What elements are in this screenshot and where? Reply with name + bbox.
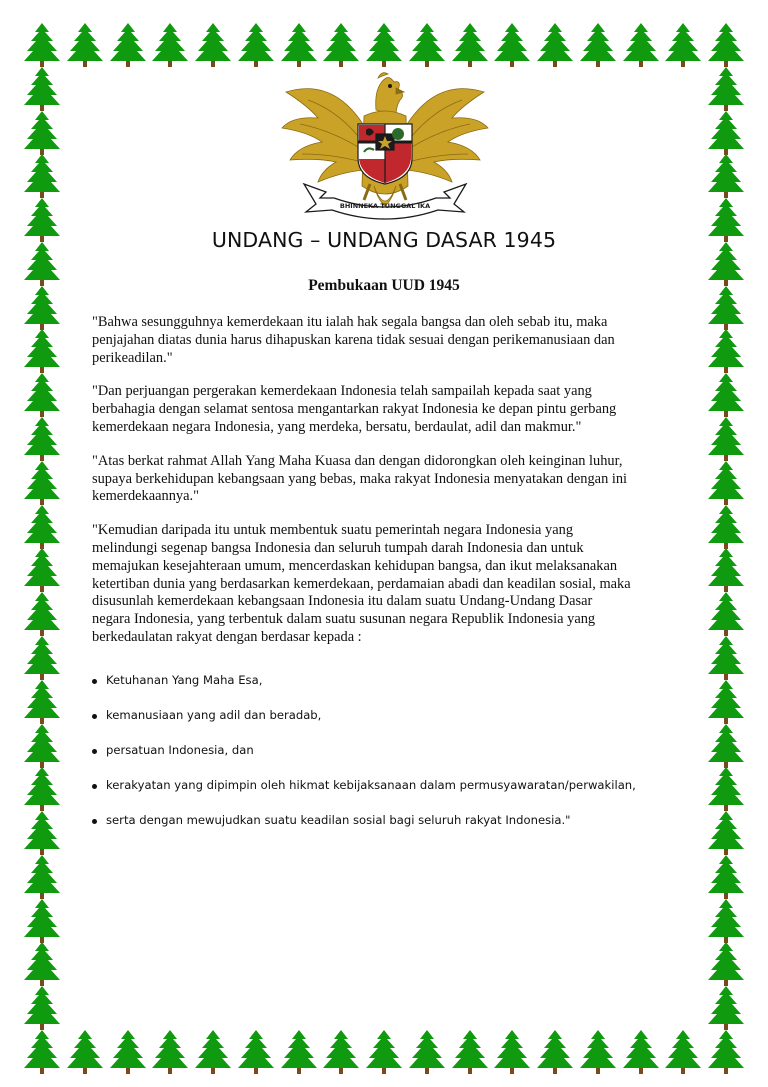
pine-tree-icon: [22, 810, 62, 856]
pine-tree-icon: [22, 679, 62, 725]
text-line: kemerdekaannya.": [92, 488, 199, 505]
pine-tree-icon: [621, 22, 661, 68]
pine-tree-icon: [492, 1029, 532, 1075]
text-line: berkedaulatan rakyat dengan berdasar kepada :: [92, 628, 362, 645]
shield: [358, 124, 412, 184]
garuda-pancasila-emblem: [278, 66, 492, 224]
text-line: penjajahan diatas dunia harus dihapuskan karena tidak sesuai dengan perikemanusiaan dan: [92, 331, 615, 348]
pine-tree-icon: [22, 985, 62, 1031]
pine-tree-icon: [22, 635, 62, 681]
pine-tree-icon: [22, 591, 62, 637]
pine-tree-icon: [22, 766, 62, 812]
pine-tree-icon: [706, 723, 746, 769]
pine-tree-icon: [22, 941, 62, 987]
text-line: disusunlah kemerdekaan kebangsaan Indonesia itu dalam suatu Undang-Undang Dasar: [92, 593, 593, 610]
pine-tree-icon: [22, 460, 62, 506]
pine-tree-icon: [22, 372, 62, 418]
pine-tree-icon: [279, 1029, 319, 1075]
text-line: "Atas berkat rahmat Allah Yang Maha Kuasa dan dengan didorongkan oleh keinginan luhur,: [92, 452, 623, 469]
pancasila-list: [92, 672, 692, 847]
pine-tree-icon: [706, 328, 746, 374]
pine-tree-icon: [706, 110, 746, 156]
preamble-paragraph-2: [92, 383, 682, 436]
pine-tree-icon: [706, 22, 746, 68]
pine-tree-icon: [22, 854, 62, 900]
pine-tree-icon: [22, 22, 62, 68]
list-item: [92, 672, 692, 689]
pine-tree-icon: [578, 1029, 618, 1075]
list-item: [92, 742, 692, 759]
pine-tree-icon: [193, 1029, 233, 1075]
pine-tree-icon: [706, 1029, 746, 1075]
text-line: supaya berkehidupan kebangsaan yang bebas, maka rakyat Indonesia menyatakan dengan ini: [92, 470, 628, 487]
pine-tree-icon: [321, 1029, 361, 1075]
bullet-icon: [92, 819, 97, 824]
pine-tree-icon: [22, 504, 62, 550]
pine-tree-icon: [706, 504, 746, 550]
bullet-icon: [92, 679, 97, 684]
text-line: ketertiban dunia yang berdasarkan kemerdekaan, perdamaian abadi dan keadilan sosial, maka: [92, 575, 631, 592]
pine-tree-icon: [706, 679, 746, 725]
pine-tree-icon: [22, 416, 62, 462]
list-item-text: persatuan Indonesia, dan: [106, 743, 254, 757]
pine-tree-icon: [236, 1029, 276, 1075]
pine-tree-icon: [22, 66, 62, 112]
pine-tree-icon: [150, 1029, 190, 1075]
text-line: melindungi segenap bangsa Indonesia dan seluruh tumpah darah Indonesia dan untuk: [92, 539, 584, 556]
list-item: [92, 812, 692, 829]
text-line: perikeadilan.": [92, 349, 173, 366]
text-line: "Dan perjuangan pergerakan kemerdekaan Indonesia telah sampailah kepada saat yang: [92, 383, 592, 400]
motto-text: BHINNEKA TUNGGAL IKA: [339, 202, 431, 210]
pine-tree-icon: [108, 1029, 148, 1075]
list-item: [92, 777, 692, 794]
pine-tree-icon: [22, 723, 62, 769]
left-wing: [282, 89, 370, 182]
list-item-text: kemanusiaan yang adil dan beradab,: [106, 708, 322, 722]
pine-tree-icon: [22, 547, 62, 593]
pine-tree-icon: [706, 66, 746, 112]
document-title: UNDANG – UNDANG DASAR 1945: [211, 228, 557, 252]
right-wing: [400, 89, 488, 182]
pine-tree-icon: [706, 854, 746, 900]
pine-tree-icon: [22, 898, 62, 944]
pine-tree-icon: [578, 22, 618, 68]
pine-tree-icon: [236, 22, 276, 68]
pine-tree-icon: [22, 328, 62, 374]
list-item: [92, 707, 692, 724]
text-line: "Bahwa sesungguhnya kemerdekaan itu ialah hak segala bangsa dan oleh sebab itu, maka: [92, 314, 608, 330]
pine-tree-icon: [535, 22, 575, 68]
preamble-paragraph-3: [92, 453, 682, 506]
pine-tree-icon: [706, 985, 746, 1031]
preamble-paragraph-1: [92, 314, 682, 367]
bullet-icon: [92, 784, 97, 789]
pine-tree-icon: [663, 1029, 703, 1075]
text-line: kemerdekaan negara Indonesia, yang merdeka, bersatu, berdaulat, adil dan makmur.": [92, 418, 582, 435]
pine-tree-icon: [706, 460, 746, 506]
list-item-text: serta dengan mewujudkan suatu keadilan sosial bagi seluruh rakyat Indonesia.": [106, 813, 571, 827]
pine-tree-icon: [321, 22, 361, 68]
pine-tree-icon: [535, 1029, 575, 1075]
document-subtitle: Pembukaan UUD 1945: [308, 277, 460, 294]
text-line: memajukan kesejahteraan umum, mencerdaskan kehidupan bangsa, dan ikut melaksanakan: [92, 557, 618, 574]
pine-tree-icon: [22, 1029, 62, 1075]
pine-tree-icon: [22, 110, 62, 156]
pine-tree-icon: [193, 22, 233, 68]
pine-tree-icon: [706, 547, 746, 593]
bullet-icon: [92, 714, 97, 719]
list-item-text: Ketuhanan Yang Maha Esa,: [106, 673, 263, 687]
garuda-head: [376, 73, 404, 116]
pine-tree-icon: [407, 22, 447, 68]
pine-tree-icon: [450, 1029, 490, 1075]
pine-tree-icon: [108, 22, 148, 68]
pine-tree-icon: [706, 941, 746, 987]
pine-tree-icon: [706, 766, 746, 812]
text-line: negara Indonesia, yang terbentuk dalam suatu susunan negara Republik Indonesia yang: [92, 611, 596, 628]
bullet-icon: [92, 749, 97, 754]
pine-tree-icon: [364, 1029, 404, 1075]
pine-tree-icon: [706, 416, 746, 462]
pine-tree-icon: [706, 810, 746, 856]
pine-tree-icon: [706, 372, 746, 418]
pine-tree-icon: [279, 22, 319, 68]
text-line: berbahagia dengan selamat sentosa mengantarkan rakyat Indonesia ke depan pintu gerbang: [92, 401, 617, 418]
pine-tree-icon: [706, 898, 746, 944]
pine-tree-icon: [407, 1029, 447, 1075]
pine-tree-icon: [364, 22, 404, 68]
pine-tree-icon: [706, 153, 746, 199]
pine-tree-icon: [492, 22, 532, 68]
pine-tree-icon: [65, 22, 105, 68]
text-line: "Kemudian daripada itu untuk membentuk suatu pemerintah negara Indonesia yang: [92, 522, 574, 539]
pine-tree-icon: [706, 591, 746, 637]
pine-tree-icon: [663, 22, 703, 68]
preamble-paragraph-4: [92, 522, 682, 647]
pine-tree-icon: [621, 1029, 661, 1075]
pine-tree-icon: [706, 635, 746, 681]
pine-tree-icon: [450, 22, 490, 68]
pine-tree-icon: [22, 153, 62, 199]
preamble-body: [92, 314, 682, 663]
pine-tree-icon: [150, 22, 190, 68]
pine-tree-icon: [65, 1029, 105, 1075]
list-item-text: kerakyatan yang dipimpin oleh hikmat kebijaksanaan dalam permusyawaratan/perwakilan,: [106, 778, 636, 792]
